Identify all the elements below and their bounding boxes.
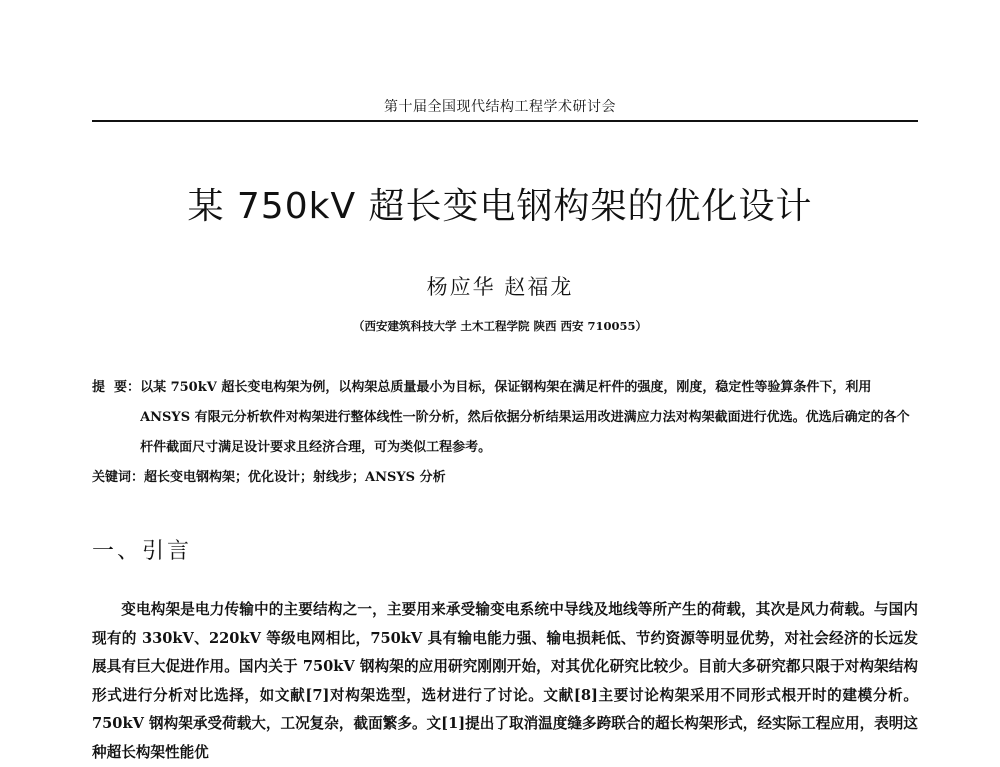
section-paragraph: 变电构架是电力传输中的主要结构之一，主要用来承受输变电系统中导线及地线等所产生的荷载，其次是风力荷载。与国内现有的 330kV、220kV 等级电网相比，750kV 具有输电能力强、输电损耗低、节约资源等明显优势，对社会经济的长远发展具有巨大促进作用。国内关于 750kV 钢构架的应用研究刚刚开始，对其优化研究比较少。目前大多研究都只限于对构架结构形式进行分析对比选择，如文献[7]对构架选型，选材进行了讨论。文献[8]主要讨论构架采用不同形式根开时的建模分析。750kV 钢构架承受荷载大，工况复杂，截面繁多。文[1]提出了取消温度缝多跨联合的超长构架形式，经实际工程应用，表明这种超长构架性能优 [92,601,918,761]
keywords-row [92,463,918,493]
keywords-text: 超长变电钢构架；优化设计；射线步；ANSYS 分析 [144,470,446,485]
section-heading-introduction: 一、引言 [92,539,193,564]
abstract-text: 以某 750kV 超长变电构架为例，以构架总质量最小为目标，保证钢构架在满足杆件的强度，刚度，稳定性等验算条件下，利用 ANSYS 有限元分析软件对构架进行整体线性一阶分析，然后依据分析结果运用改进满应力法对构架截面进行优选。优选后确定的各个杆件截面尺寸满足设计要求且经济合理，可为类似工程参考。 [140,380,910,455]
header-rule [92,120,918,122]
abstract-row [92,373,918,463]
paper-authors: 杨应华 赵福龙 [426,275,574,299]
paper-affiliation: （西安建筑科技大学 土木工程学院 陕西 西安 710055） [352,319,648,333]
abstract-block [92,373,918,493]
abstract-label: 提 要： [92,380,141,395]
keywords-label: 关键词： [92,470,145,485]
running-header: 第十届全国现代结构工程学术研讨会 [384,99,616,115]
paper-title: 某 750kV 超长变电钢构架的优化设计 [187,186,813,227]
